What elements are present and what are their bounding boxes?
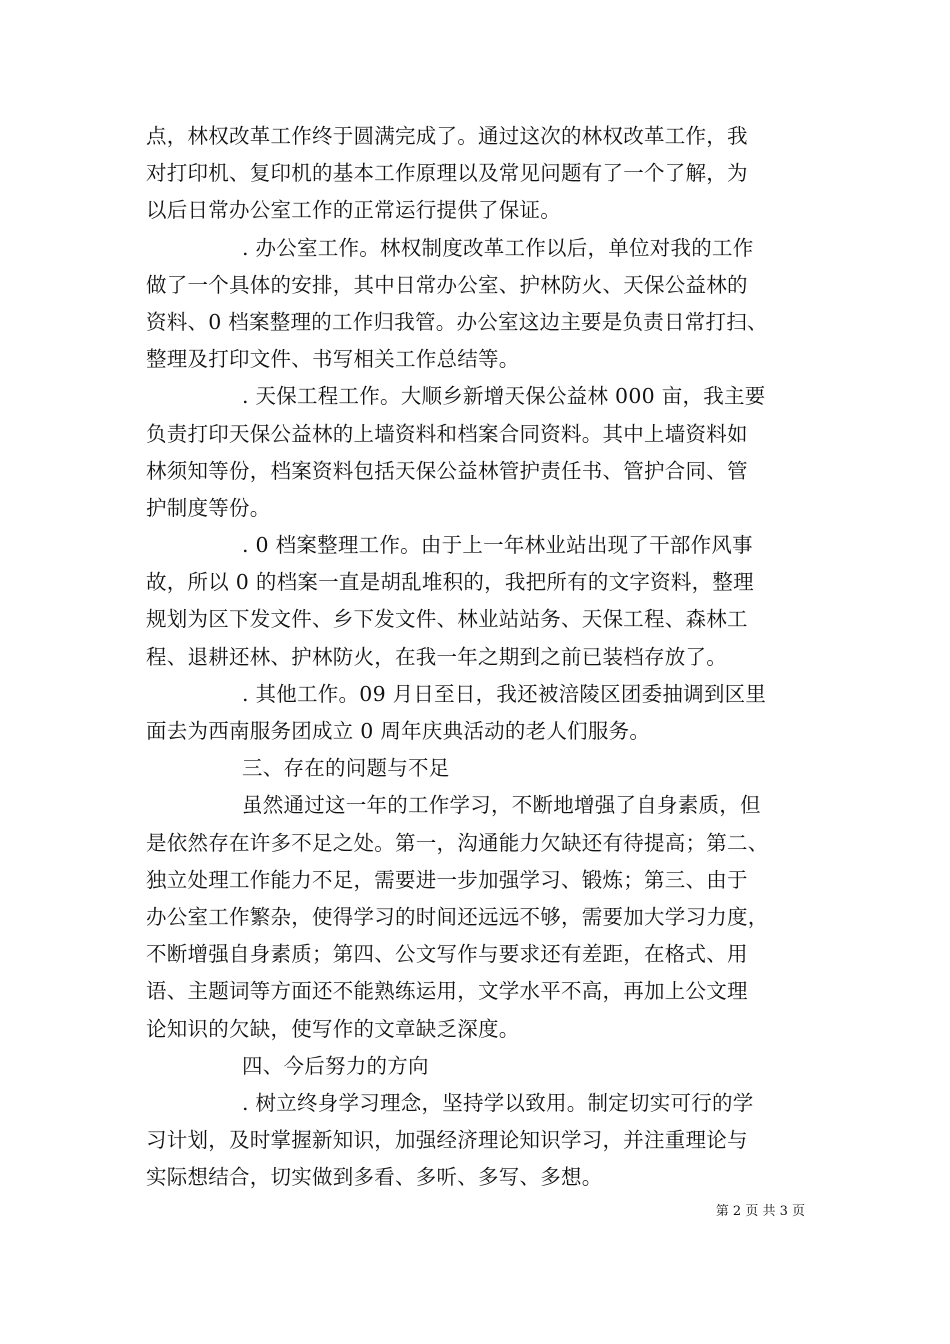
text-line: 资料、0 档案整理的工作归我管。办公室这边主要是负责日常打扫、	[146, 309, 768, 334]
text-line: . 树立终身学习理念，坚持学以致用。制定切实可行的学	[242, 1090, 754, 1115]
text-line: 论知识的欠缺，使写作的文章缺乏深度。	[146, 1016, 520, 1041]
text-line: 规划为区下发文件、乡下发文件、林业站站务、天保工程、森林工	[146, 607, 748, 632]
text-line: . 天保工程工作。大顺乡新增天保公益林 000 亩，我主要	[242, 384, 766, 409]
text-line: 护制度等份。	[146, 495, 271, 520]
page-number: 第 2 页 共 3 页	[715, 1204, 805, 1219]
text-line: 三、存在的问题与不足	[242, 756, 450, 781]
text-line: 程、退耕还林、护林防火，在我一年之期到之前已装档存放了。	[146, 644, 727, 669]
text-line: . 其他工作。09 月日至日，我还被涪陵区团委抽调到区里	[242, 681, 767, 706]
text-line: 对打印机、复印机的基本工作原理以及常见问题有了一个了解，为	[146, 161, 748, 186]
text-line: 做了一个具体的安排，其中日常办公室、护林防火、天保公益林的	[146, 272, 748, 297]
text-line: 负责打印天保公益林的上墙资料和档案合同资料。其中上墙资料如	[146, 421, 748, 446]
text-line: 以后日常办公室工作的正常运行提供了保证。	[146, 198, 561, 223]
text-line: 虽然通过这一年的工作学习，不断地增强了自身素质，但	[242, 793, 761, 818]
text-line: 故，所以 0 的档案一直是胡乱堆积的，我把所有的文字资料，整理	[146, 570, 754, 595]
text-line: 办公室工作繁杂，使得学习的时间还远远不够，需要加大学习力度，	[146, 904, 769, 929]
text-line: 独立处理工作能力不足，需要进一步加强学习、锻炼；第三、由于	[146, 867, 748, 892]
text-line: 习计划，及时掌握新知识，加强经济理论知识学习，并注重理论与	[146, 1128, 748, 1153]
document-body	[146, 118, 808, 1196]
text-line: 实际想结合，切实做到多看、多听、多写、多想。	[146, 1165, 603, 1190]
text-line: 不断增强自身素质；第四、公文写作与要求还有差距，在格式、用	[146, 942, 748, 967]
text-line: . 0 档案整理工作。由于上一年林业站出现了干部作风事	[242, 533, 753, 558]
text-line: . 办公室工作。林权制度改革工作以后，单位对我的工作	[242, 235, 754, 260]
text-line: 语、主题词等方面还不能熟练运用，文学水平不高，再加上公文理	[146, 979, 748, 1004]
text-line: 点，林权改革工作终于圆满完成了。通过这次的林权改革工作，我	[146, 124, 748, 148]
text-line: 林须知等份，档案资料包括天保公益林管护责任书、管护合同、管	[146, 458, 748, 483]
text-line: 面去为西南服务团成立 0 周年庆典活动的老人们服务。	[146, 719, 651, 743]
text-line: 整理及打印文件、书写相关工作总结等。	[146, 347, 520, 372]
text-line: 是依然存在许多不足之处。第一，沟通能力欠缺还有待提高；第二、	[146, 830, 769, 855]
text-line: 四、今后努力的方向	[242, 1053, 429, 1078]
